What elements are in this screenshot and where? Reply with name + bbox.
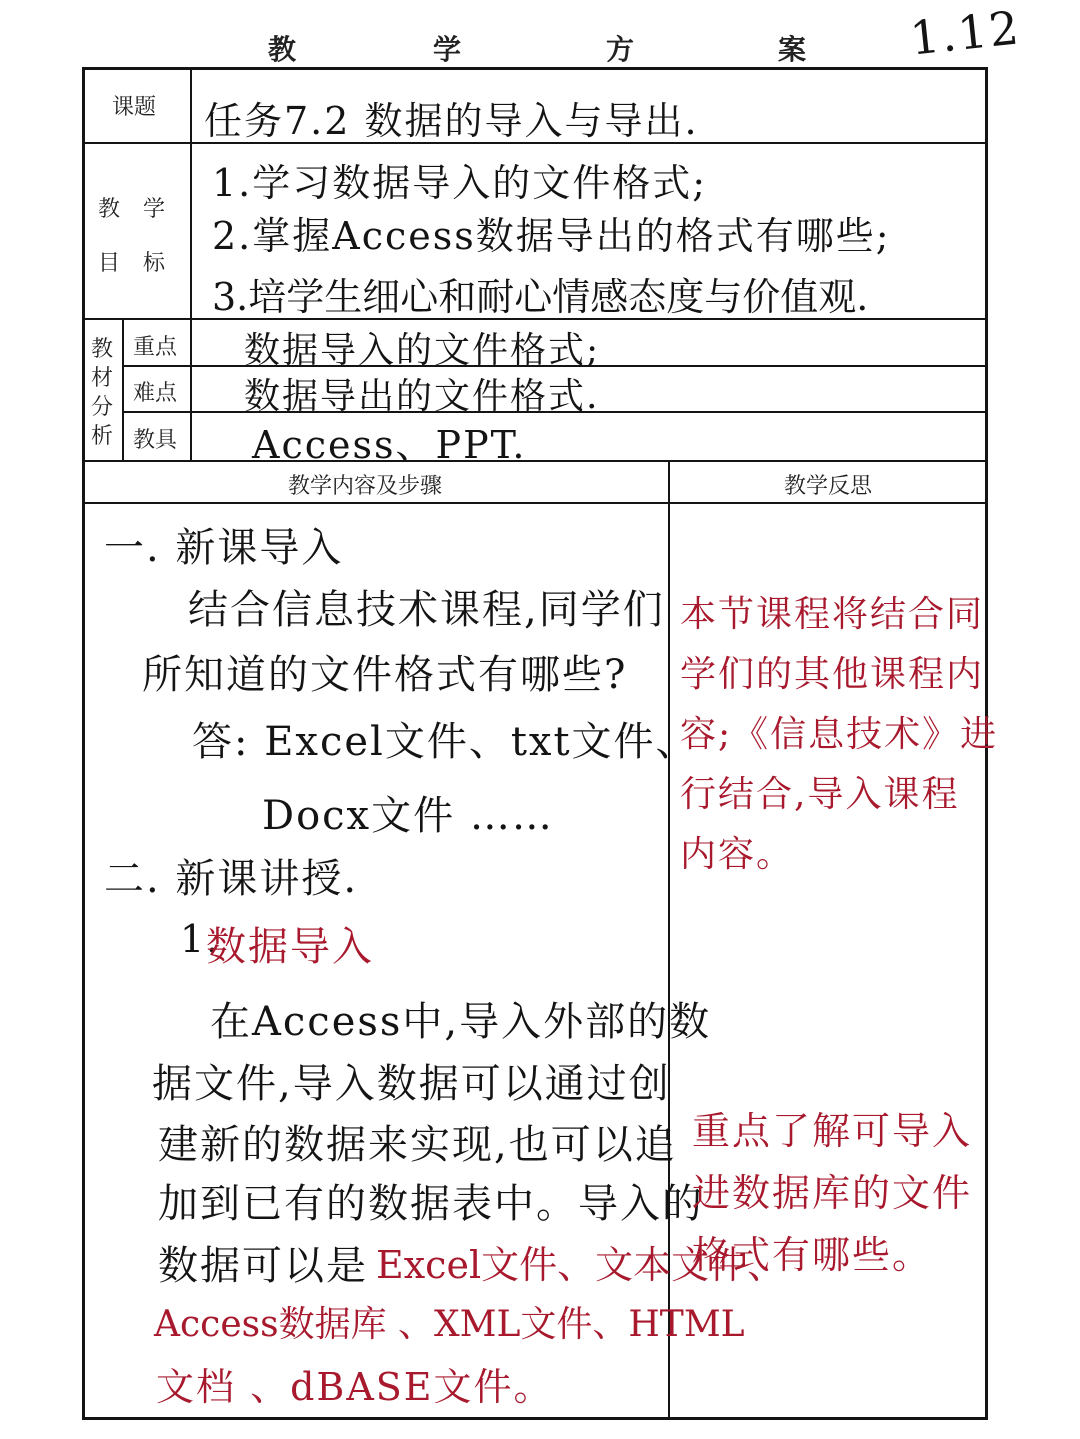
analysis-label-char-2: 材 [91, 366, 114, 391]
sub-1-title: 数据导入 [206, 924, 374, 970]
section-1-line-3: 答: Excel文件、txt文件、 [192, 719, 698, 765]
tools-text: Access、PPT. [252, 423, 527, 467]
reflection-1-line-1: 本节课程将结合同 [680, 594, 985, 635]
section-2-title: 二. 新课讲授. [104, 856, 359, 902]
reflection-2-line-3: 格式有哪些。 [692, 1233, 933, 1277]
reflection-1-line-3: 容;《信息技术》进 [680, 714, 999, 755]
reflection-1-line-5: 内容。 [680, 834, 795, 875]
paragraph-line-1: 在Access中,导入外部的数 [210, 999, 712, 1045]
objectives-label-2: 目 标 [98, 251, 173, 276]
tools-label: 教具 [133, 428, 178, 453]
section-1-line-4: Docx文件 …… [262, 793, 554, 839]
border-top [82, 67, 988, 70]
border-left [82, 67, 85, 1420]
analysis-label-char-1: 教 [91, 337, 114, 362]
title-char-4: 案 [778, 33, 807, 66]
reflection-header: 教学反思 [784, 474, 873, 499]
paragraph-line-3: 建新的数据来实现,也可以追 [158, 1122, 677, 1168]
topic-label: 课题 [112, 95, 157, 120]
difficulty-label: 难点 [133, 381, 178, 406]
section-1-line-2: 所知道的文件格式有哪些? [142, 652, 628, 698]
objective-2: 2.掌握Access数据导出的格式有哪些; [212, 214, 891, 258]
row-divider-6 [82, 502, 988, 504]
row-divider-5 [82, 460, 988, 462]
key-point-text: 数据导入的文件格式; [244, 330, 601, 371]
topic-text: 任务7.2 数据的导入与导出. [204, 99, 699, 143]
reflection-block-2 [692, 1100, 972, 1286]
objective-3: 3.培学生细心和耐心情感态度与价值观. [212, 275, 869, 319]
border-bottom [82, 1417, 988, 1420]
date-note: 1.12 [907, 0, 1023, 66]
key-point-label: 重点 [133, 335, 178, 360]
formats-prefix: 数据可以是 [158, 1243, 368, 1289]
reflection-1-line-2: 学们的其他课程内 [680, 654, 985, 695]
formats-line-1: Excel文件、文本文件、 [376, 1243, 786, 1287]
reflection-2-line-2: 进数据库的文件 [692, 1171, 973, 1215]
paragraph-line-4: 加到已有的数据表中。导入的 [158, 1181, 704, 1227]
content-header: 教学内容及步骤 [288, 474, 443, 499]
difficulty-text: 数据导出的文件格式. [244, 376, 600, 417]
label-col-divider [190, 67, 192, 461]
sub-1-prefix: 1. [180, 917, 221, 961]
analysis-label-char-3: 分 [91, 395, 114, 420]
formats-line-2: Access数据库 、XML文件、HTML [154, 1304, 745, 1345]
title-char-2: 学 [433, 33, 462, 66]
title-char-3: 方 [606, 33, 635, 66]
title-char-1: 教 [268, 33, 297, 66]
objective-1: 1.学习数据导入的文件格式; [212, 161, 708, 205]
analysis-col-divider [122, 320, 124, 461]
reflection-block-1 [680, 586, 998, 886]
reflection-2-line-1: 重点了解可导入 [692, 1109, 973, 1153]
formats-line-3: 文档 、dBASE文件。 [156, 1365, 554, 1409]
paragraph-line-2: 据文件,导入数据可以通过创 [152, 1061, 671, 1107]
objectives-label-1: 教 学 [98, 197, 173, 222]
analysis-label-char-4: 析 [91, 424, 114, 449]
section-1-line-1: 结合信息技术课程,同学们 [188, 587, 665, 633]
reflection-1-line-4: 行结合,导入课程 [680, 774, 960, 815]
analysis-label [91, 335, 115, 451]
section-1-title: 一. 新课导入 [104, 525, 344, 571]
